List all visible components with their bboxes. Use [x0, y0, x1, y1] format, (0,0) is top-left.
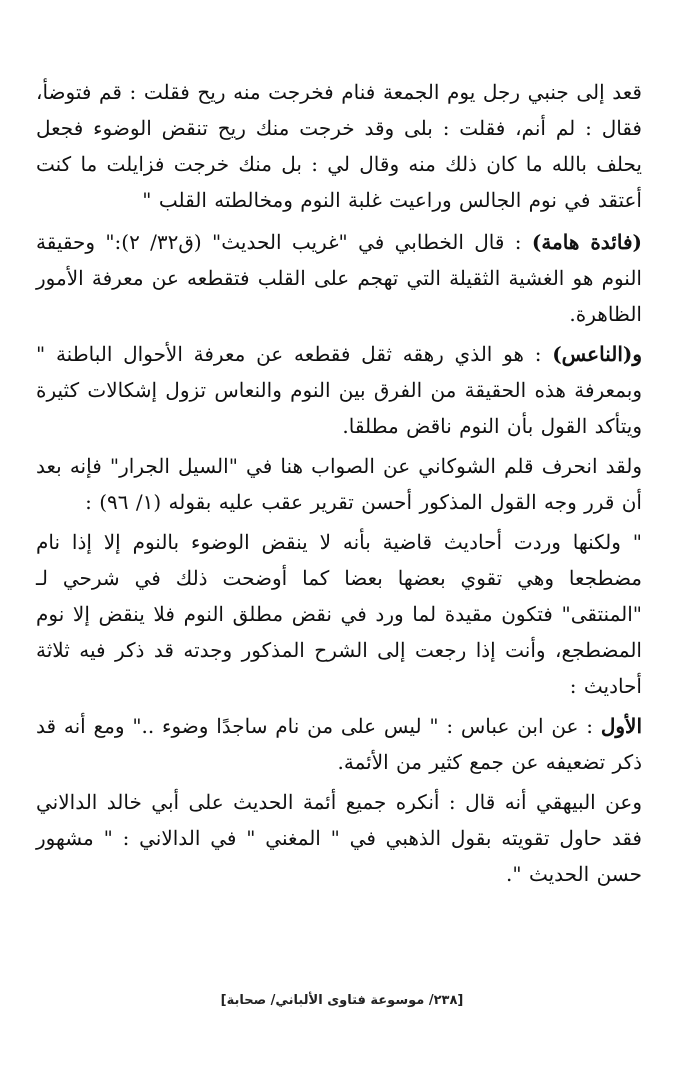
paragraph-2-lead: (فائدة هامة) — [531, 230, 642, 254]
paragraph-7 — [36, 784, 642, 892]
paragraph-6-text: : عن ابن عباس : " ليس على من نام ساجدًا وضوء .." ومع أنه قد ذكر تضعيفه عن جمع كثير من الأئمة. — [36, 714, 642, 774]
paragraph-3-lead: و(الناعس) — [552, 342, 642, 366]
paragraph-1-text: قعد إلى جنبي رجل يوم الجمعة فنام فخرجت منه ريح فقلت : قم فتوضأ، فقال : لم أنم، فقلت : بلى وقد خرجت منك ريح تنقض الوضوء فجعل يحلف بالله ما كان ذلك منه وقال لي : بل منك خرجت فزايلت ما كنت أعتقد في نوم الجالس وراعيت غلبة النوم ومخالطته القلب " — [36, 80, 642, 212]
paragraph-2 — [36, 224, 642, 332]
paragraph-4-text: ولقد انحرف قلم الشوكاني عن الصواب هنا في "السيل الجرار" فإنه بعد أن قرر وجه القول المذكور أحسن تقرير عقب عليه بقوله (١/ ٩٦) : — [36, 454, 642, 514]
paragraph-3-text: : هو الذي رهقه ثقل فقطعه عن معرفة الأحوال الباطنة " وبمعرفة هذه الحقيقة من الفرق بين النوم والنعاس تزول إشكالات كثيرة ويتأكد القول بأن النوم ناقض مطلقا. — [36, 342, 642, 438]
paragraph-2-text: : قال الخطابي في "غريب الحديث" (ق٣٢/ ٢):" وحقيقة النوم هو الغشية الثقيلة التي تهجم على القلب فتقطعه عن معرفة الأمور الظاهرة. — [36, 230, 642, 326]
paragraph-5 — [36, 524, 642, 704]
page-body — [36, 74, 642, 896]
paragraph-7-text: وعن البيهقي أنه قال : أنكره جميع أئمة الحديث على أبي خالد الدالاني فقد حاول تقويته بقول الذهبي في " المغني " في الدالاني : " مشهور حسن الحديث ". — [36, 790, 642, 886]
paragraph-4 — [36, 448, 642, 520]
paragraph-3 — [36, 336, 642, 444]
paragraph-5-text: " ولكنها وردت أحاديث قاضية بأنه لا ينقض الوضوء بالنوم إلا إذا نام مضطجعا وهي تقوي بعضها بعضا كما أوضحت ذلك في شرحي لـ "المنتقى" فتكون مقيدة لما ورد في نقض مطلق النوم فلا ينقض إلا نوم المضطجع، وأنت إذا رجعت إلى الشرح المذكور وجدته قد ذكر فيه ثلاثة أحاديث : — [36, 530, 642, 698]
paragraph-1 — [36, 74, 642, 218]
paragraph-6-lead: الأول — [600, 714, 642, 738]
page-footer: [٢٣٨/ موسوعة فتاوى الألباني/ صحابة] — [220, 993, 464, 1008]
paragraph-6 — [36, 708, 642, 780]
